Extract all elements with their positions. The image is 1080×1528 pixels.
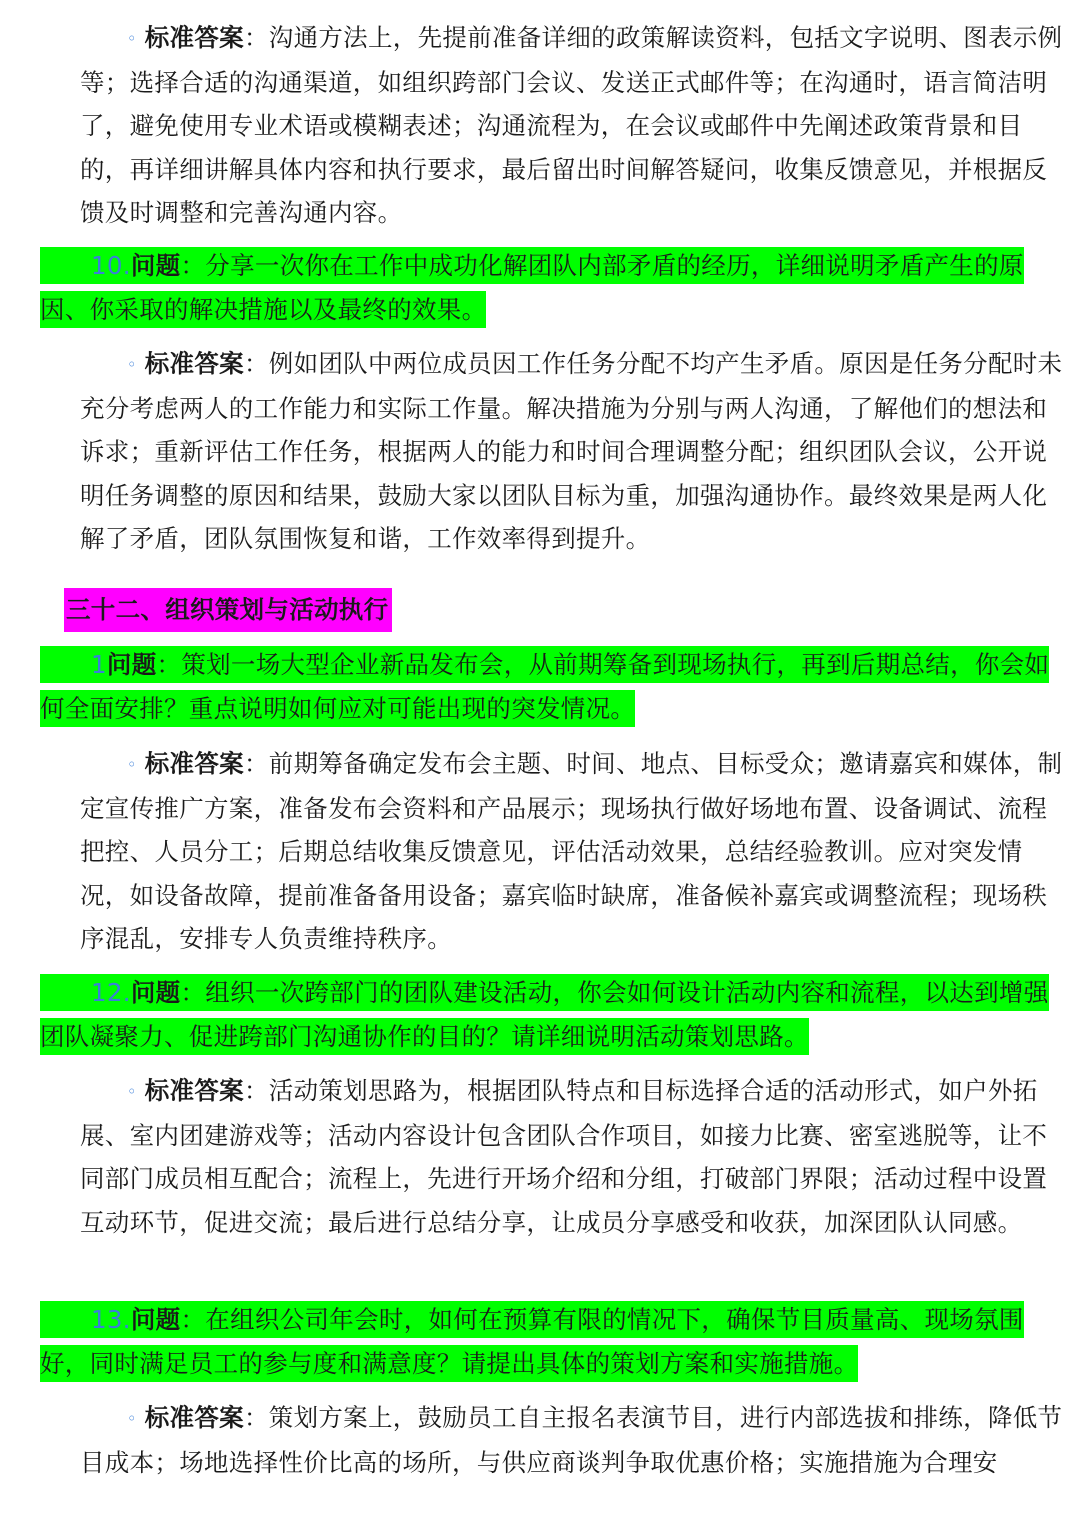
- answer-block: [80, 342, 1070, 561]
- question-block: [40, 971, 1060, 1058]
- question-label: 问题: [130, 251, 181, 280]
- question-highlight: [40, 974, 1049, 1055]
- colon: ：: [180, 251, 206, 280]
- colon: ：: [243, 1076, 269, 1105]
- answer-label: 标准答案: [144, 749, 244, 778]
- question-highlight: [40, 247, 1024, 328]
- question-label: 问题: [106, 650, 157, 679]
- question-number: 1: [91, 650, 107, 679]
- bullet-icon: ◦: [127, 29, 137, 48]
- colon: ：: [243, 1403, 269, 1432]
- colon: ：: [156, 650, 182, 679]
- answer-label: 标准答案: [144, 1403, 244, 1432]
- bullet-icon: ◦: [127, 755, 137, 774]
- answer-text: 沟通方法上，先提前准备详细的政策解读资料，包括文字说明、图表示例等；选择合适的沟通渠道，如组织跨部门会议、发送正式邮件等；在沟通时，语言简洁明了，避免使用专业术语或模糊表述；沟通流程为，在会议或邮件中先阐述政策背景和目的，再详细讲解具体内容和执行要求，最后留出时间解答疑问，收集反馈意见，并根据反馈及时调整和完善沟通内容。: [80, 23, 1063, 228]
- answer-text: 活动策划思路为，根据团队特点和目标选择合适的活动形式，如户外拓展、室内团建游戏等；活动内容设计包含团队合作项目，如接力比赛、密室逃脱等，让不同部门成员相互配合；流程上，先进行开场介绍和分组，打破部门界限；活动过程中设置互动环节，促进交流；最后进行总结分享，让成员分享感受和收获，加深团队认同感。: [80, 1076, 1048, 1237]
- answer-text: 例如团队中两位成员因工作任务分配不均产生矛盾。原因是任务分配时未充分考虑两人的工作能力和实际工作量。解决措施为分别与两人沟通，了解他们的想法和诉求；重新评估工作任务，根据两人的能力和时间合理调整分配；组织团队会议，公开说明任务调整的原因和结果，鼓励大家以团队目标为重，加强沟通协作。最终效果是两人化解了矛盾，团队氛围恢复和谐，工作效率得到提升。: [80, 349, 1063, 554]
- question-number: 12.: [91, 978, 131, 1007]
- question-number: 13.: [91, 1305, 131, 1334]
- colon: ：: [243, 749, 269, 778]
- answer-block: [80, 16, 1070, 235]
- colon: ：: [243, 349, 269, 378]
- question-number: 10.: [91, 251, 131, 280]
- answer-label: 标准答案: [144, 349, 244, 378]
- question-text: 策划一场大型企业新品发布会，从前期筹备到现场执行，再到后期总结，你会如何全面安排？重点说明如何应对可能出现的突发情况。: [40, 650, 1050, 723]
- question-text: 组织一次跨部门的团队建设活动，你会如何设计活动内容和流程，以达到增强团队凝聚力、促进跨部门沟通协作的目的？请详细说明活动策划思路。: [40, 978, 1049, 1051]
- bullet-icon: ◦: [127, 355, 137, 374]
- bullet-icon: ◦: [127, 1409, 137, 1428]
- answer-label: 标准答案: [144, 23, 244, 52]
- bullet-icon: ◦: [127, 1082, 137, 1101]
- question-block: [40, 244, 1060, 331]
- answer-block: [80, 1396, 1070, 1484]
- question-block: [40, 1298, 1060, 1385]
- section-heading: 三十二、组织策划与活动执行: [64, 588, 392, 632]
- question-text: 分享一次你在工作中成功化解团队内部矛盾的经历，详细说明矛盾产生的原因、你采取的解决措施以及最终的效果。: [40, 251, 1024, 324]
- answer-block: [80, 1069, 1070, 1244]
- question-label: 问题: [130, 978, 181, 1007]
- colon: ：: [243, 23, 269, 52]
- question-highlight: [40, 646, 1049, 727]
- question-highlight: [40, 1301, 1024, 1382]
- answer-text: 策划方案上，鼓励员工自主报名表演节目，进行内部选拔和排练，降低节目成本；场地选择性价比高的场所，与供应商谈判争取优惠价格；实施措施为合理安: [80, 1403, 1063, 1477]
- answer-block: [80, 742, 1070, 961]
- question-text: 在组织公司年会时，如何在预算有限的情况下，确保节目质量高、现场氛围好，同时满足员工的参与度和满意度？请提出具体的策划方案和实施措施。: [40, 1305, 1024, 1378]
- answer-text: 前期筹备确定发布会主题、时间、地点、目标受众；邀请嘉宾和媒体，制定宣传推广方案，准备发布会资料和产品展示；现场执行做好场地布置、设备调试、流程把控、人员分工；后期总结收集反馈意见，评估活动效果，总结经验教训。应对突发情况，如设备故障，提前准备备用设备；嘉宾临时缺席，准备候补嘉宾或调整流程；现场秩序混乱，安排专人负责维持秩序。: [80, 749, 1063, 954]
- question-label: 问题: [130, 1305, 181, 1334]
- colon: ：: [180, 978, 206, 1007]
- colon: ：: [180, 1305, 206, 1334]
- question-block: [40, 643, 1060, 730]
- answer-label: 标准答案: [144, 1076, 244, 1105]
